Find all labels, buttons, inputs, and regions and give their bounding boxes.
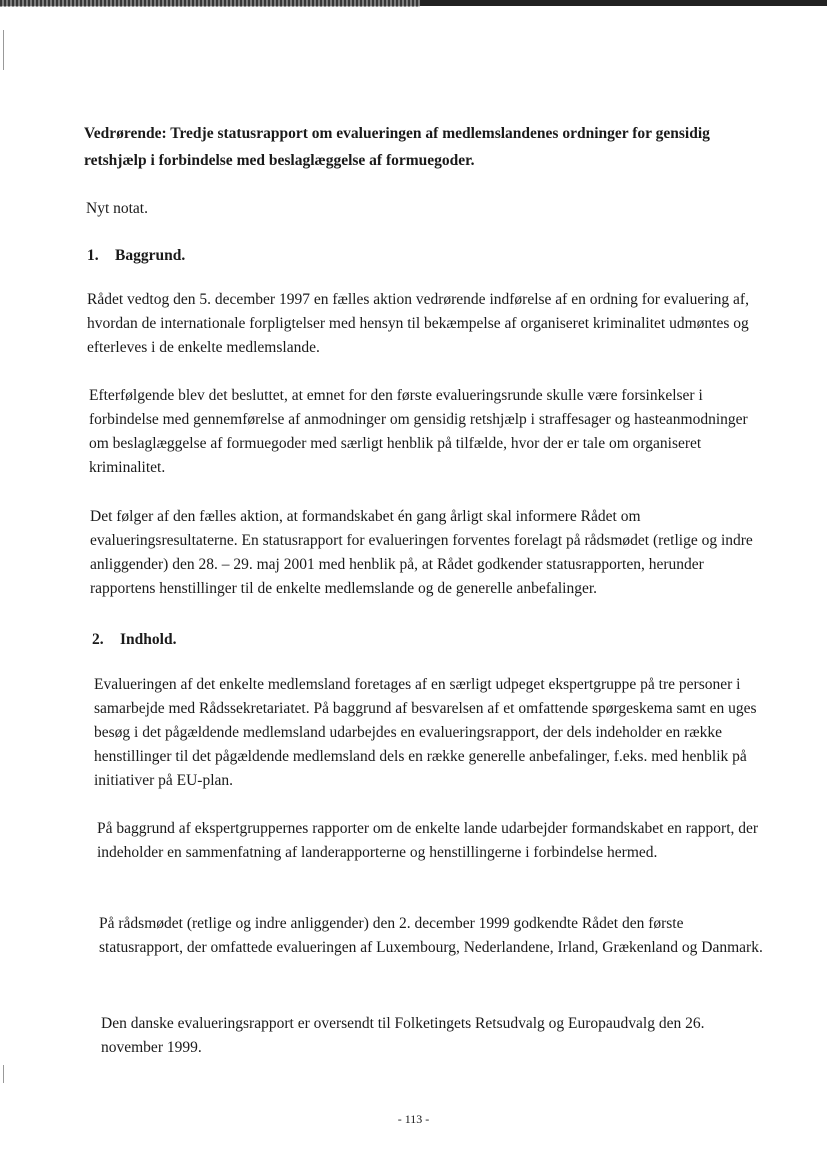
paragraph: Den danske evalueringsrapport er oversendt til Folketingets Retsudvalg og Europaudvalg den 26. november 1999. (101, 1015, 705, 1056)
paragraph: Rådet vedtog den 5. december 1997 en fælles aktion vedrørende indførelse af en ordning for evaluering af, hvordan de internationale forpligtelser med hensyn til bekæmpelse af organiseret kriminalitet udmøntes og efterleves i de enkelte medlemslande. (87, 291, 749, 356)
scan-edge-mark (3, 1065, 4, 1083)
paragraph: På rådsmødet (retlige og indre anliggender) den 2. december 1999 godkendte Rådet den første statusrapport, der omfattede evalueringen af Luxembourg, Nederlandene, Irland, Grækenland og Danmark. (99, 915, 763, 956)
section-heading-2 (92, 628, 176, 652)
page-number: - 113 - (397, 1112, 430, 1126)
scan-edge-mark (3, 30, 4, 70)
section-heading-1 (87, 244, 185, 268)
section-number: 1. (87, 247, 99, 264)
section-title: Indhold. (120, 631, 177, 648)
section-number: 2. (92, 631, 104, 648)
paragraph: Efterfølgende blev det besluttet, at emnet for den første evalueringsrunde skulle være forsinkelser i forbindelse med gennemførelse af anmodninger om gensidig retshjælp i straffesager og hasteanmodninger om beslaglæggelse af formuegoder med særligt henblik på tilfælde, hvor der er tale om organiseret kriminalitet. (89, 387, 748, 476)
paragraph: På baggrund af ekspertgruppernes rapporter om de enkelte lande udarbejder formandskabet en rapport, der indeholder en sammenfatning af landerapporterne og henstillingerne i forbindelse hermed. (97, 820, 759, 861)
document-subject: Vedrørende: Tredje statusrapport om evalueringen af medlemslandenes ordninger for gensidig retshjælp i forbindelse med beslaglæggelse af formuegoder. (84, 125, 710, 169)
paragraph: Det følger af den fælles aktion, at formandskabet én gang årligt skal informere Rådet om evalueringsresultaterne. En statusrapport for evalueringen forventes forelagt på rådsmødet (retlige og indre anliggender) den 28. – 29. maj 2001 med henblik på, at Rådet godkender statusrapporten, herunder rapportens henstillinger til de enkelte medlemslande og de generelle anbefalinger. (90, 508, 753, 597)
scan-top-speckle (0, 0, 420, 7)
section-title: Baggrund. (115, 247, 186, 264)
paragraph: Evalueringen af det enkelte medlemsland foretages af en særligt udpeget ekspertgruppe på tre personer i samarbejde med Rådssekretariatet. På baggrund af besvarelsen af et omfattende spørgeskema samt en uges besøg i det pågældende medlemsland udarbejdes en evalueringsrapport, der dels indeholder en række henstillinger til det pågældende medlemsland dels en række generelle anbefalinger, f.eks. med henblik på initiativer på EU-plan. (94, 676, 757, 789)
document-note: Nyt notat. (86, 200, 148, 217)
